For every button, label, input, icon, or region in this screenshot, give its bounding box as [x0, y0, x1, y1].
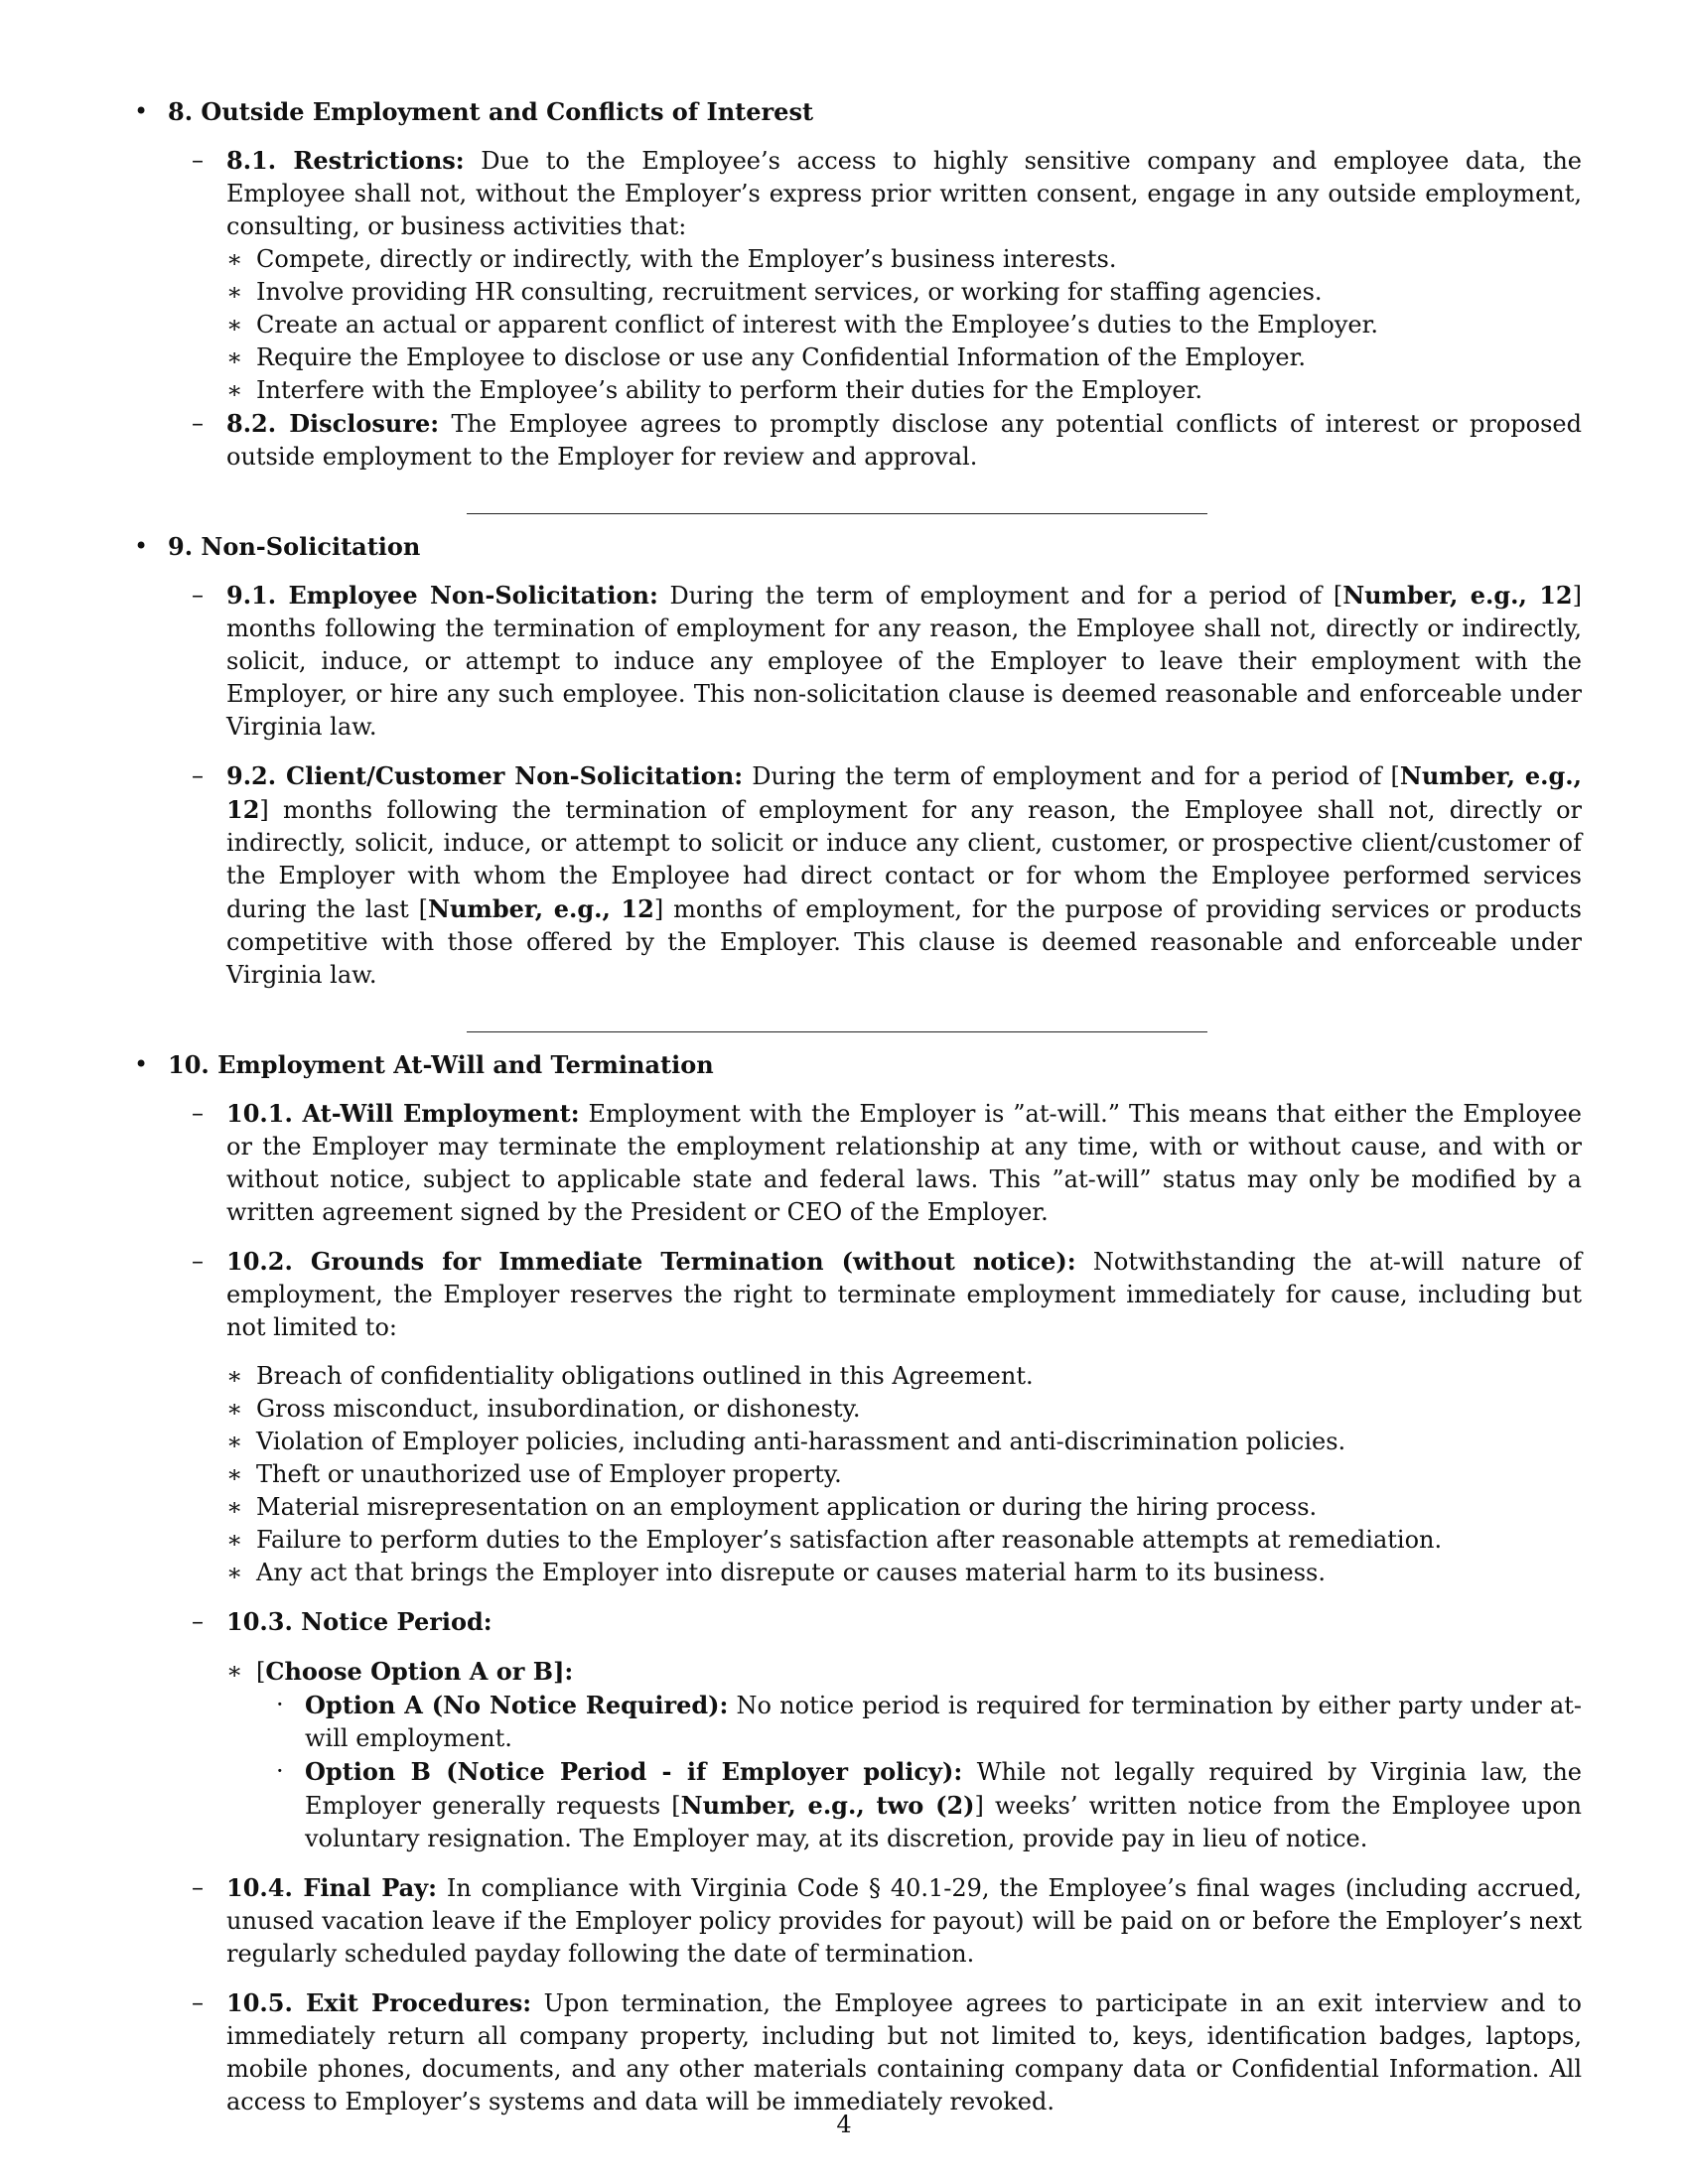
dash-icon: –: [192, 761, 204, 789]
clause-text: In compliance with Virginia Code § 40.1-29, the Employee’s final wages (including accrued, unused vacation leave if the Employer policy provides for payout) will be paid on or before the Employer’s next regularly scheduled payday following the date of termination.: [226, 1874, 1582, 1968]
clause-label: 8.1. Restrictions:: [226, 146, 465, 175]
page-content: [132, 95, 1582, 2118]
dot-icon: ·: [276, 1757, 284, 1785]
list-item: ∗ Violation of Employer policies, including anti-harassment and anti-discrimination policies.: [226, 1426, 1582, 1458]
dash-icon: –: [192, 1988, 204, 2016]
notice-options-list: [226, 1655, 1582, 1855]
section-heading: • 9. Non-Solicitation: [134, 532, 421, 561]
asterisk-icon: ∗: [226, 1559, 243, 1586]
option-b: · Option B (Notice Period - if Employer policy): While not legally required by Virginia law, the Employer generally requests [Number, e.g., two (2)] weeks’ written notice from the Employee upon voluntary resignation. The Employer may, at its discretion, provide pay in lieu of notice.: [276, 1757, 1582, 1852]
clause-label: 9.1. Employee Non-Solicitation:: [226, 581, 658, 610]
clause-label: 8.2. Disclosure:: [226, 409, 440, 438]
clause-10-4: [132, 1871, 1582, 1971]
dot-icon: ·: [276, 1691, 284, 1718]
list-item: ∗ Breach of confidentiality obligations outlined in this Agreement.: [226, 1360, 1582, 1393]
clause-9-2: – 9.2. Client/Customer Non-Solicitation: During the term of employment and for a period of [Number, e.g., 12] months following the termination of employment for any reason, the Employee shall not, directly or indirectly, solicit, induce, or attempt to solicit or induce any client, customer, or prospective client/customer of the Employer with whom the Employee had direct contact or for whom the Employee performed services during the last [Number, e.g., 12] months of employment, for the purpose of providing services or products competitive with those offered by the Employer. This clause is deemed reasonable and enforceable under Virginia law.: [192, 761, 1582, 989]
dash-icon: –: [192, 146, 204, 174]
asterisk-icon: ∗: [226, 1395, 243, 1423]
list-item: ∗ Compete, directly or indirectly, with the Employer’s business interests.: [226, 243, 1582, 276]
clause-label: 10.3. Notice Period:: [226, 1607, 492, 1636]
dash-icon: –: [192, 581, 204, 609]
clause-9-1: – 9.1. Employee Non-Solicitation: During the term of employment and for a period of [Number, e.g., 12] months following the termination of employment for any reason, the Employee shall not, directly or indirectly, solicit, induce, or attempt to induce any employee of the Employer to leave their employment with the Employer, or hire any such employee. This non-solicitation clause is deemed reasonable and enforceable under Virginia law.: [192, 581, 1583, 741]
bullet-icon: •: [134, 97, 149, 125]
clause-text: Notwithstanding the at-will nature of employment, the Employer reserves the right to terminate employment immediately for cause, including but not limited to:: [226, 1248, 1582, 1341]
asterisk-icon: ∗: [226, 343, 243, 371]
asterisk-icon: ∗: [226, 376, 243, 404]
restriction-list: [226, 243, 1582, 407]
option-a: · Option A (No Notice Required): No notice period is required for termination by either party under at-will employment.: [276, 1691, 1582, 1752]
dash-icon: –: [192, 1607, 204, 1635]
dash-icon: –: [192, 1247, 204, 1275]
dash-icon: –: [192, 1099, 204, 1127]
section-divider: [467, 513, 1207, 514]
bullet-icon: •: [134, 532, 149, 560]
dash-icon: –: [192, 409, 204, 437]
section-divider: [467, 1031, 1207, 1032]
clause-10-2: [132, 1245, 1582, 1589]
clause-10-3: [132, 1605, 1582, 1855]
list-item: ∗ Theft or unauthorized use of Employer property.: [226, 1458, 1582, 1491]
clause-label: 10.1. At-Will Employment:: [226, 1099, 580, 1128]
list-item: ∗ Any act that brings the Employer into disrepute or causes material harm to its business.: [226, 1557, 1582, 1589]
clause-label: 10.4. Final Pay:: [226, 1873, 437, 1902]
clause-10-1: [132, 1097, 1582, 1229]
asterisk-icon: ∗: [226, 1526, 243, 1554]
clause-label: 9.2. Client/Customer Non-Solicitation:: [226, 761, 744, 790]
list-item: ∗ Involve providing HR consulting, recruitment services, or working for staffing agencies.: [226, 276, 1582, 309]
list-item: ∗ Gross misconduct, insubordination, or dishonesty.: [226, 1393, 1582, 1426]
clause-label: 10.2. Grounds for Immediate Termination (without notice):: [226, 1247, 1076, 1276]
list-item: ∗ Create an actual or apparent conflict of interest with the Employee’s duties to the Employer.: [226, 309, 1582, 341]
clause-text: The Employee agrees to promptly disclose any potential conflicts of interest or proposed outside employment to the Employer for review and approval.: [226, 410, 1582, 471]
list-item: ∗ Interfere with the Employee’s ability to perform their duties for the Employer.: [226, 374, 1582, 407]
asterisk-icon: ∗: [226, 311, 243, 339]
termination-grounds-list: [226, 1360, 1582, 1589]
option-list: [256, 1689, 1582, 1855]
section-heading: • 10. Employment At-Will and Termination: [134, 1050, 714, 1079]
clause-label: 10.5. Exit Procedures:: [226, 1988, 532, 2017]
asterisk-icon: ∗: [226, 1460, 243, 1488]
clause-text: Due to the Employee’s access to highly sensitive company and employee data, the Employee shall not, without the Employer’s express prior written consent, engage in any outside employment, consulting, or business activities that:: [226, 147, 1582, 240]
clause-8-1: [132, 144, 1582, 407]
section-9: [132, 530, 1582, 992]
section-heading: • 8. Outside Employment and Conflicts of Interest: [134, 97, 814, 126]
clause-text: Upon termination, the Employee agrees to participate in an exit interview and to immediately return all company property, including but not limited to, keys, identification badges, laptops, mobile phones, documents, and any other materials containing company data or Confidential Information. All access to Employer’s systems and data will be immediately revoked.: [226, 1989, 1583, 2116]
list-item: ∗ Failure to perform duties to the Employer’s satisfaction after reasonable attempts at remediation.: [226, 1524, 1582, 1557]
list-item: ∗ Require the Employee to disclose or use any Confidential Information of the Employer.: [226, 341, 1582, 374]
clause-10-5: [132, 1986, 1582, 2118]
asterisk-icon: ∗: [226, 1362, 243, 1390]
asterisk-icon: ∗: [226, 1657, 243, 1685]
page-number: 4: [836, 2111, 852, 2138]
clause-8-2: [132, 407, 1582, 474]
section-10: [132, 1048, 1582, 2118]
asterisk-icon: ∗: [226, 1428, 243, 1455]
asterisk-icon: ∗: [226, 245, 243, 273]
asterisk-icon: ∗: [226, 278, 243, 306]
list-item: ∗ [Choose Option A or B]: · Option A (No Notice Required): No notice period is required for termination by either party under at-will employment. · Option B (Notice Period - if Employer policy): While not legally required by Virginia law, the Employer generally requests [Number, e.g., two (2)] weeks’ written notice from the Employee upon voluntary resignation. The Employer may, at its discretion, provide pay in lieu of notice.: [226, 1655, 1582, 1855]
dash-icon: –: [192, 1873, 204, 1901]
section-8: [132, 95, 1582, 474]
clause-text: Employment with the Employer is ”at-will.” This means that either the Employee or the Employer may terminate the employment relationship at any time, with or without cause, and with or without notice, subject to applicable state and federal laws. This ”at-will” status may only be modified by a written agreement signed by the President or CEO of the Employer.: [226, 1100, 1582, 1226]
bullet-icon: •: [134, 1050, 149, 1078]
asterisk-icon: ∗: [226, 1493, 243, 1521]
list-item: ∗ Material misrepresentation on an employment application or during the hiring process.: [226, 1491, 1582, 1524]
